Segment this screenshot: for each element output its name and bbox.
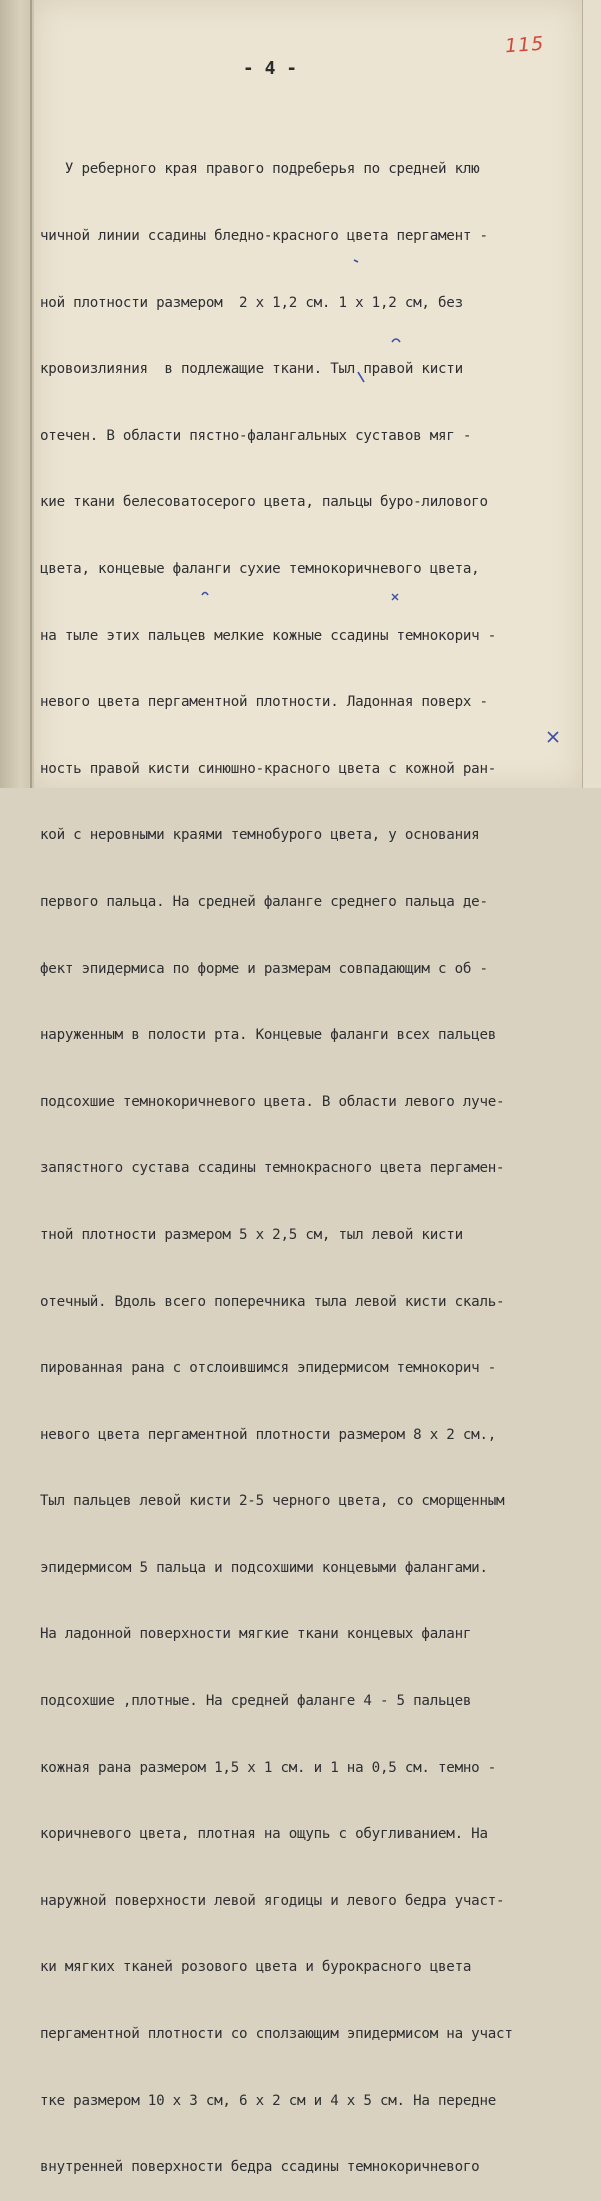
text-line: коричневого цвета, плотная на ощупь с обугливанием. На: [40, 1826, 488, 1843]
text-line: тной плотности размером 5 х 2,5 см, тыл левой кисти: [40, 1226, 463, 1243]
text-line: На ладонной поверхности мягкие ткани концевых фаланг: [40, 1626, 472, 1643]
binder-shadow: [0, 0, 34, 788]
archive-page-number: 115: [504, 32, 545, 58]
text-line: Тыл пальцев левой кисти 2-5 черного цвета, со сморщенным: [40, 1493, 505, 1510]
text-line: У реберного края правого подреберья по средней клю: [40, 161, 480, 178]
text-line: наружной поверхности левой ягодицы и левого бедра участ-: [40, 1892, 505, 1909]
text-line: подсохшие ,плотные. На средней фаланге 4 - 5 пальцев: [40, 1693, 472, 1710]
text-line: кой с неровными краями темнобурого цвета, у основания: [40, 827, 480, 844]
text-line: на тыле этих пальцев мелкие кожные ссадины темнокорич -: [40, 627, 497, 644]
text-line: ной плотности размером 2 х 1,2 см. 1 х 1,2 см, без: [40, 294, 463, 311]
text-line: невого цвета пергаментной плотности. Ладонная поверх -: [40, 694, 488, 711]
binder-edge: [30, 0, 32, 788]
text-line: подсохшие темнокоричневого цвета. В области левого луче-: [40, 1093, 505, 1110]
text-line: внутренней поверхности бедра ссадины темнокоричневого: [40, 2159, 480, 2176]
text-line: кие ткани белесоватосерого цвета, пальцы буро-лилового: [40, 494, 488, 511]
page-number: - 4 -: [242, 58, 298, 79]
text-line: наруженным в полости рта. Концевые фаланги всех пальцев: [40, 1027, 497, 1044]
text-line: пированная рана с отслоившимся эпидермисом темнокорич -: [40, 1360, 497, 1377]
text-line: ность правой кисти синюшно-красного цвета с кожной ран-: [40, 760, 497, 777]
text-line: чичной линии ссадины бледно-красного цвета пергамент -: [40, 228, 488, 244]
document-text: [40, 114, 580, 2201]
text-line: отечный. Вдоль всего поперечника тыла левой кисти скаль-: [40, 1293, 505, 1310]
text-line: пергаментной плотности со сползающим эпидермисом на участ: [40, 2026, 513, 2043]
text-line: эпидермисом 5 пальца и подсохшими концевыми фалангами.: [40, 1559, 488, 1576]
text-line: первого пальца. На средней фаланге среднего пальца де-: [40, 893, 488, 910]
text-line: ки мягких тканей розового цвета и бурокрасного цвета: [40, 1959, 472, 1976]
text-line: кожная рана размером 1,5 х 1 см. и 1 на 0,5 см. темно -: [40, 1759, 497, 1776]
text-line: запястного сустава ссадины темнокрасного цвета пергамен-: [40, 1160, 505, 1177]
text-line: отечен. В области пястно-фалангальных суставов мяг -: [40, 427, 472, 444]
text-line: тке размером 10 х 3 см, 6 х 2 см и 4 х 5 см. На передне: [40, 2092, 497, 2109]
next-page-edge: [582, 0, 601, 788]
text-line: цвета, концевые фаланги сухие темнокоричневого цвета,: [40, 560, 480, 577]
text-line: кровоизлияния в подлежащие ткани. Тыл правой кисти: [40, 361, 463, 378]
text-line: невого цвета пергаментной плотности размером 8 х 2 см.,: [40, 1426, 497, 1443]
text-line: фект эпидермиса по форме и размерам совпадающим с об -: [40, 960, 488, 977]
